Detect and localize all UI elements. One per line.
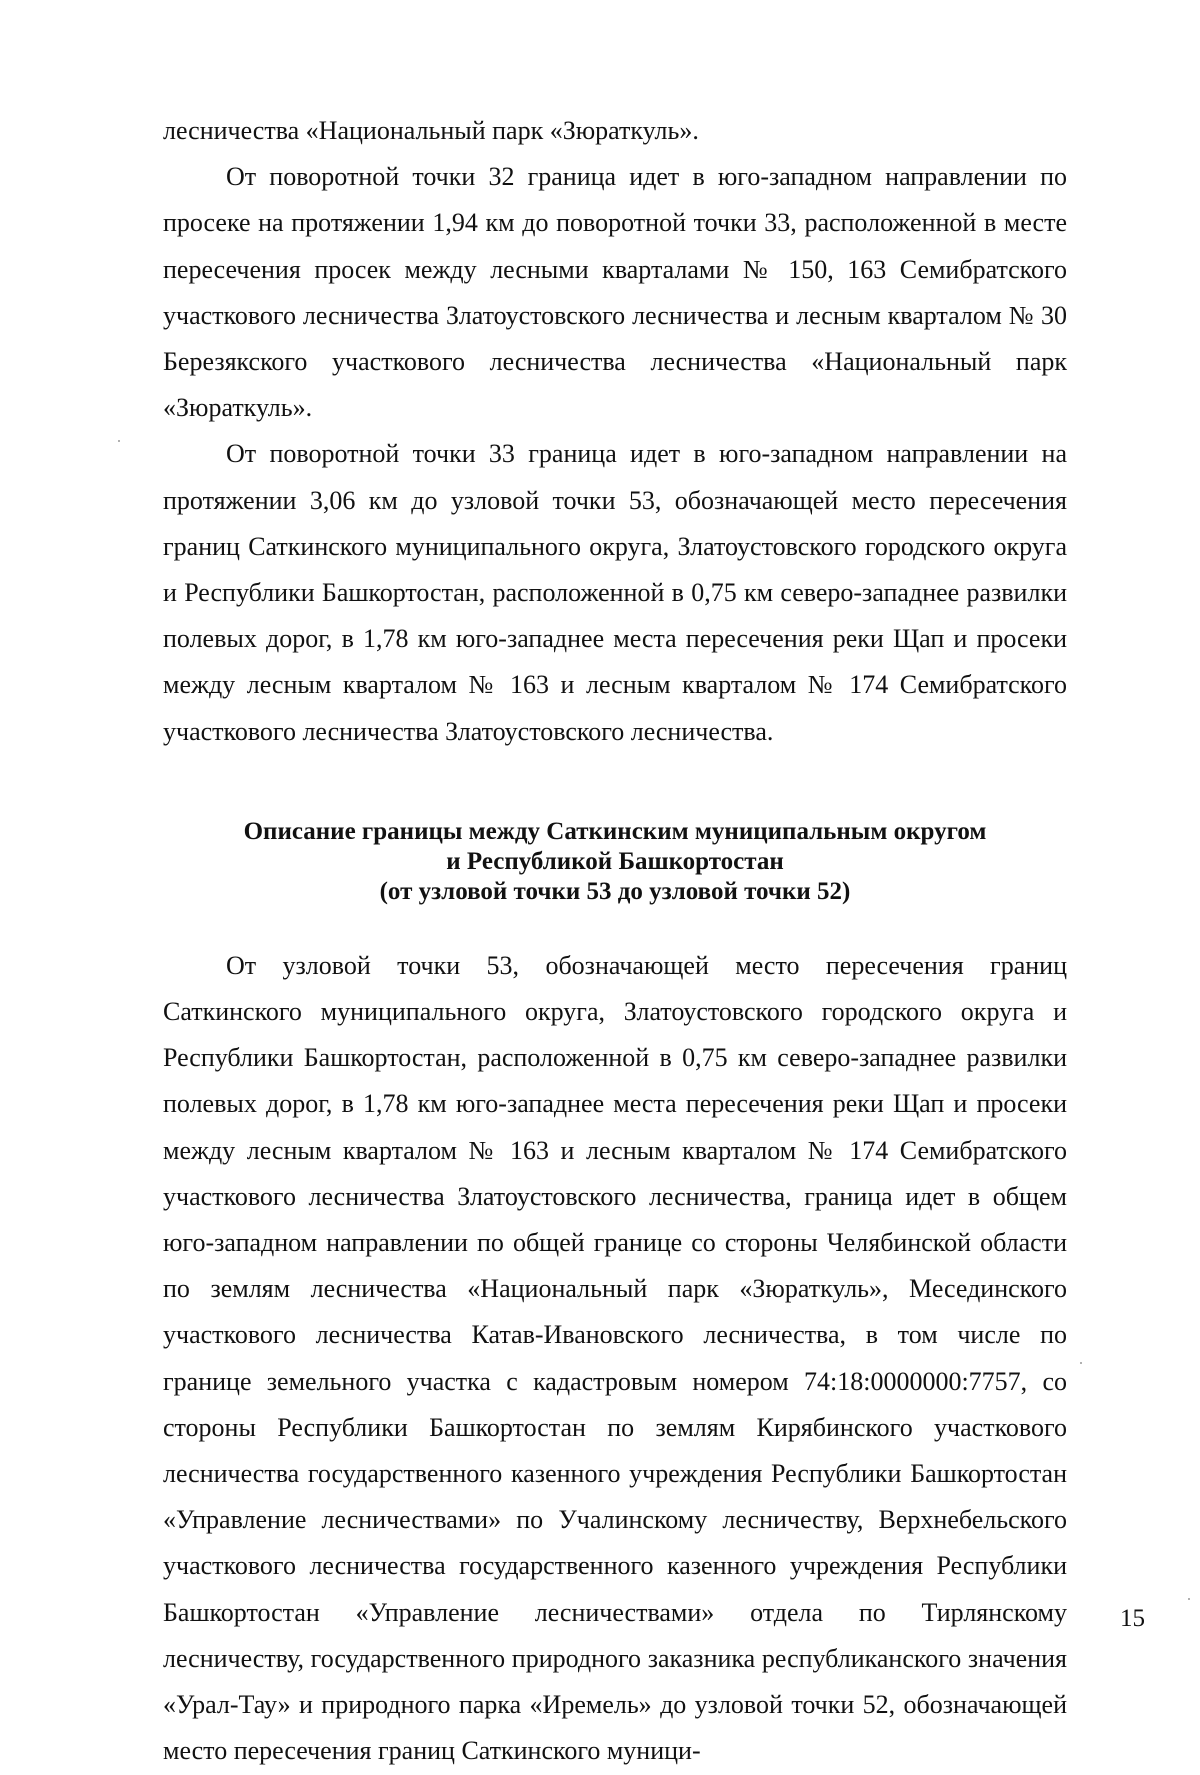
paragraph-node-53: От узловой точки 53, обозначающей место пересечения границ Саткинского муниципального округа, Златоустовского городского округа и Республики Башкортостан, расположенной в 0,75 км северо-западнее развилки полевых дорог, в 1,78 км юго-западнее места пересечения реки Щап и просеки между лесным кварталом № 163 и лесным кварталом № 174 Семибратского участкового лесничества Златоустовского лесничества, граница идет в общем юго-западном направлении по общей границе со стороны Челябинской области по землям лесничества «Национальный парк «Зюраткуль», Месединского участкового лесничества Катав-Ивановского лесничества, в том числе по границе земельного участка с кадастровым номером 74:18:0000000:7757, со стороны Республики Башкортостан по землям Кирябинского участкового лесничества государственного казенного учреждения Республики Башкортостан «Управление лесничествами» по Учалинскому лесничеству, Верхнебельского участкового лесничества государственного казенного учреждения Республики Башкортостан «Управление лесничествами» отдела по Тирлянскому лесничеству, государственного природного заказника республиканского значения «Урал-Тау» и природного парка «Иремель» до узловой точки 52, обозначающей место пересечения границ Саткинского муници- <box>163 950 1067 1766</box>
section-heading-line-2: и Республикой Башкортостан <box>446 847 784 875</box>
paragraph-continuation: лесничества «Национальный парк «Зюраткуль». <box>163 116 699 145</box>
scan-speck <box>1188 1598 1190 1600</box>
section-heading-line-3: (от узловой точки 53 до узловой точки 52) <box>379 877 851 905</box>
document-page <box>163 108 1067 1775</box>
scan-speck <box>118 440 120 442</box>
paragraph-point-32: От поворотной точки 32 граница идет в юго-западном направлении по просеке на протяжении 1,94 км до поворотной точки 33, расположенной в месте пересечения просек между лесными кварталами № 150, 163 Семибратского участкового лесничества Златоустовского лесничества и лесным кварталом № 30 Березякского участкового лесничества лесничества «Национальный парк «Зюраткуль». <box>163 162 1067 423</box>
scan-speck <box>1080 1362 1082 1364</box>
section-heading <box>163 817 1067 907</box>
paragraph-point-33: От поворотной точки 33 граница идет в юго-западном направлении на протяжении 3,06 км до узловой точки 53, обозначающей место пересечения границ Саткинского муниципального округа, Златоустовского городского округа и Республики Башкортостан, расположенной в 0,75 км северо-западнее развилки полевых дорог, в 1,78 км юго-западнее места пересечения реки Щап и просеки между лесным кварталом № 163 и лесным кварталом № 174 Семибратского участкового лесничества Златоустовского лесничества. <box>163 439 1067 746</box>
section-heading-line-1: Описание границы между Саткинским муниципальным округом <box>243 817 987 845</box>
page-number: 15 <box>1120 1605 1145 1632</box>
